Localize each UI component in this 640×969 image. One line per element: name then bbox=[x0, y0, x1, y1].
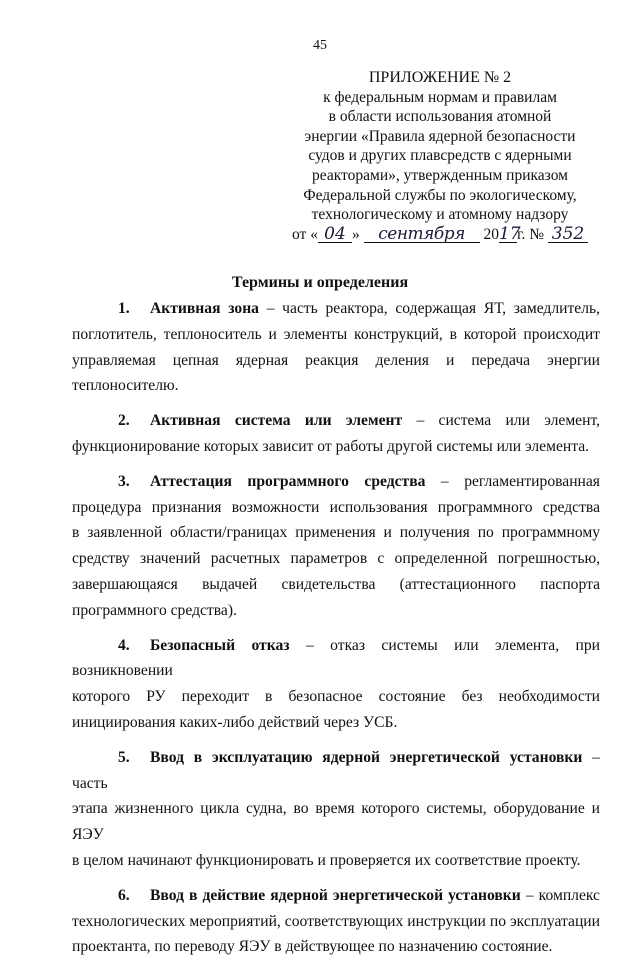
terms-list bbox=[72, 296, 600, 969]
term-name: Безопасный отказ bbox=[150, 636, 290, 654]
term-text: средству значений расчетных параметров с определенной погрешностью, bbox=[72, 550, 600, 568]
section-title: Термины и определения bbox=[231, 274, 409, 291]
term-text: технологических мероприятий, соответствующих инструкции по эксплуатации bbox=[72, 912, 600, 930]
appendix-line: реакторами», утвержденным приказом bbox=[312, 166, 568, 184]
term-number: 1. bbox=[118, 300, 130, 317]
term-item bbox=[72, 408, 600, 460]
appendix-line: к федеральным нормам и правилам bbox=[323, 88, 557, 106]
appendix-line: в области использования атомной bbox=[328, 108, 552, 126]
term-item bbox=[72, 296, 600, 399]
term-text: – отказ системы или элемента, при возникновении bbox=[72, 636, 600, 680]
year-prefix: 20 bbox=[483, 225, 499, 243]
term-text: в целом начинают функционировать и проверяется их соответствие проекту. bbox=[72, 851, 581, 869]
term-name: Аттестация программного средства bbox=[150, 472, 426, 490]
handwritten-year: 17 bbox=[498, 223, 521, 244]
appendix-title: ПРИЛОЖЕНИЕ № 2 bbox=[368, 69, 512, 86]
term-text: – комплекс bbox=[525, 886, 600, 904]
term-text: теплоносителю. bbox=[72, 377, 179, 395]
term-text: функционирование которых зависит от работы другой системы или элемента. bbox=[72, 437, 590, 455]
term-number: 2. bbox=[118, 412, 130, 430]
term-number: 5. bbox=[118, 748, 130, 766]
term-text: инициирования каких-либо действий через УСБ. bbox=[72, 713, 398, 731]
year-end: г. № bbox=[516, 225, 545, 243]
term-text: поглотитель, теплоноситель и элементы конструкций, в которой происходит bbox=[72, 325, 600, 343]
term-text: – часть bbox=[72, 748, 600, 792]
term-text: процедура признания возможности использования программного средства bbox=[72, 498, 600, 516]
term-item bbox=[72, 883, 600, 960]
term-text: которого РУ переходит в безопасное состояние без необходимости bbox=[72, 688, 600, 706]
handwritten-month: сентября bbox=[364, 226, 480, 243]
term-name: Ввод в действие ядерной энергетической установки bbox=[150, 886, 521, 904]
appendix-line: технологическому и атомному надзору bbox=[311, 206, 569, 224]
handwritten-day: 04 bbox=[318, 226, 352, 243]
term-text: – регламентированная bbox=[440, 472, 600, 490]
term-text: – часть реактора, содержащая ЯТ, замедлитель, bbox=[266, 300, 601, 317]
term-text: этапа жизненного цикла судна, во время которого системы, оборудование и ЯЭУ bbox=[72, 800, 600, 844]
term-text: завершающаяся выдачей свидетельства (аттестационного паспорта bbox=[72, 575, 600, 593]
appendix-line: энергии «Правила ядерной безопасности bbox=[304, 127, 576, 145]
term-text: в заявленной области/границах применения и получения по программному bbox=[72, 524, 600, 542]
order-date-line bbox=[290, 225, 590, 245]
term-item bbox=[72, 469, 600, 624]
term-text: управляемая цепная ядерная реакция деления и передача энергии bbox=[72, 351, 600, 369]
term-text: программного средства). bbox=[72, 601, 237, 619]
appendix-line: Федеральной службы по экологическому, bbox=[303, 186, 577, 204]
date-prefix: от « bbox=[292, 225, 318, 243]
date-mid: » bbox=[351, 225, 360, 243]
term-number: 6. bbox=[118, 886, 130, 904]
appendix-line: судов и других плавсредств с ядерными bbox=[308, 147, 572, 165]
term-item bbox=[72, 745, 600, 874]
term-text: – система или элемент, bbox=[416, 412, 600, 430]
term-name: Ввод в эксплуатацию ядерной энергетической установки bbox=[150, 748, 583, 766]
term-name: Активная зона bbox=[150, 300, 259, 317]
term-item bbox=[72, 633, 600, 736]
term-number: 3. bbox=[118, 472, 130, 490]
appendix-header bbox=[290, 68, 590, 244]
term-name: Активная система или элемент bbox=[150, 412, 403, 430]
term-text: проектанта, по переводу ЯЭУ в действующее по назначению состояние. bbox=[72, 938, 553, 956]
handwritten-order-number: 352 bbox=[548, 226, 588, 243]
page-number: 45 bbox=[313, 38, 327, 53]
term-number: 4. bbox=[118, 636, 130, 654]
